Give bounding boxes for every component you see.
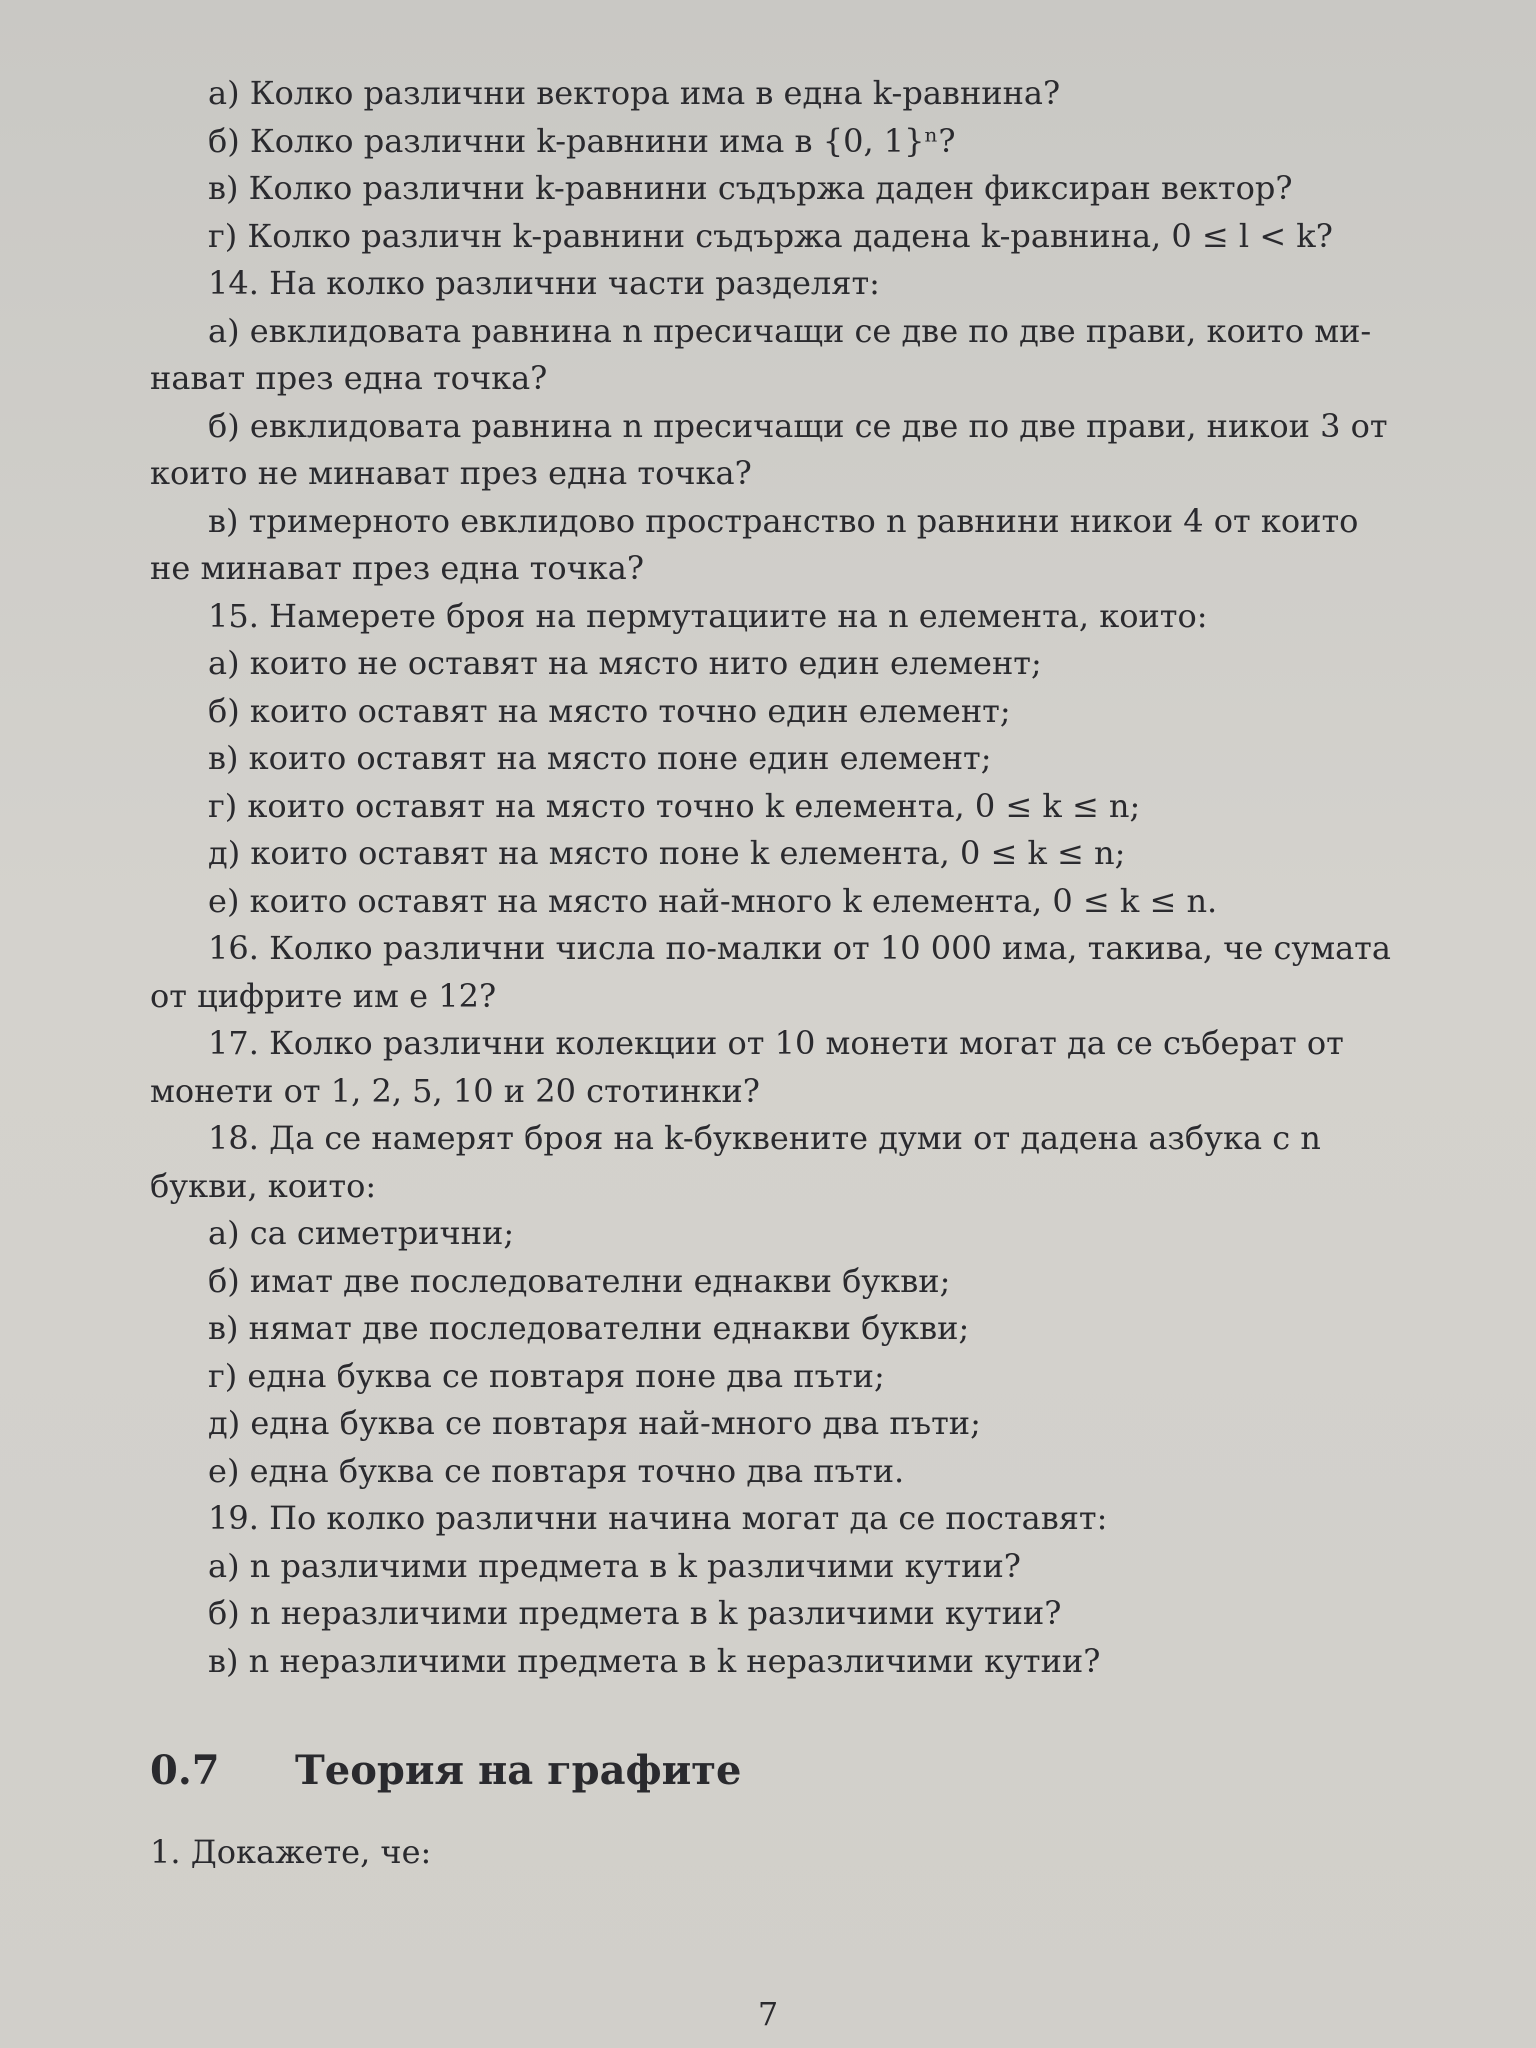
text-line: б) които оставят на място точно един елемент; [208, 691, 1011, 730]
text-line: букви, които: [150, 1166, 377, 1205]
section-title: Теория на графите [295, 1747, 742, 1794]
text-line: д) които оставят на място поне k елемента, 0 ≤ k ≤ n; [208, 834, 1126, 872]
problem-heading: 14. На колко различни части разделят: [208, 264, 880, 302]
text-line: г) които оставят на място точно k елемента, 0 ≤ k ≤ n; [208, 786, 1141, 825]
text-line: г) Колко различн k-равнини съдържа дадена k-равнина, 0 ≤ l < k? [208, 216, 1333, 255]
text-line: е) една буква се повтаря точно два пъти. [208, 1451, 905, 1490]
text-line: монети от 1, 2, 5, 10 и 20 стотинки? [150, 1071, 760, 1110]
text-line: б) имат две последователни еднакви букви; [208, 1261, 951, 1300]
text-line: от цифрите им е 12? [150, 976, 497, 1015]
spacer [150, 1685, 1450, 1737]
text-line: г) една буква се повтаря поне два пъти; [208, 1356, 885, 1395]
text-line: б) n неразличими предмета в k различими кутии? [208, 1594, 1062, 1632]
section-heading [150, 1741, 1450, 1801]
text-line: нават през една точка? [150, 359, 548, 397]
text-line: в) нямат две последователни еднакви букви; [208, 1309, 970, 1347]
text-line: а) които не оставят на място нито един елемент; [208, 644, 1042, 682]
section-number: 0.7 [150, 1747, 220, 1794]
problem-heading: 15. Намерете броя на пермутациите на n елемента, които: [208, 596, 1208, 635]
text-line: които не минават през една точка? [150, 454, 752, 492]
text-line: не минават през една точка? [150, 549, 644, 587]
text-line: д) една буква се повтаря най-много два пъти; [208, 1404, 981, 1442]
text-line: в) които оставят на място поне един елемент; [208, 739, 992, 777]
problem-heading: 1. Докажете, че: [150, 1833, 432, 1871]
text-line: а) Колко различни вектора има в една k-равнина? [208, 74, 1061, 112]
page-number: 7 [757, 1995, 779, 2033]
text-line: б) Колко различни k-равнини има в {0, 1}ⁿ? [208, 121, 956, 160]
page-content [150, 70, 1450, 1877]
text-line: а) n различими предмета в k различими кутии? [208, 1546, 1021, 1585]
text-line: в) Колко различни k-равнини съдържа даден фиксиран вектор? [208, 169, 1293, 207]
problem-heading: 19. По колко различни начина могат да се поставят: [208, 1499, 1108, 1537]
text-line: в) n неразличими предмета в k неразличими кутии? [208, 1641, 1101, 1680]
text-line: е) които оставят на място най-много k елемента, 0 ≤ k ≤ n. [208, 881, 1218, 920]
text-line: а) са симетрични; [208, 1214, 515, 1252]
problem-heading: 17. Колко различни колекции от 10 монети могат да се съберат от [208, 1024, 1344, 1062]
text-line: б) евклидовата равнина n пресичащи се две по две прави, никои 3 от [208, 406, 1388, 445]
problem-heading: 16. Колко различни числа по-малки от 10 000 има, такива, че сумата [208, 929, 1391, 967]
problem-heading: 18. Да се намерят броя на k-буквените думи от дадена азбука с n [208, 1119, 1321, 1157]
text-line: в) тримерното евклидово пространство n равнини никои 4 от които [208, 501, 1359, 540]
text-line: а) евклидовата равнина n пресичащи се две по две прави, които ми- [208, 311, 1372, 350]
